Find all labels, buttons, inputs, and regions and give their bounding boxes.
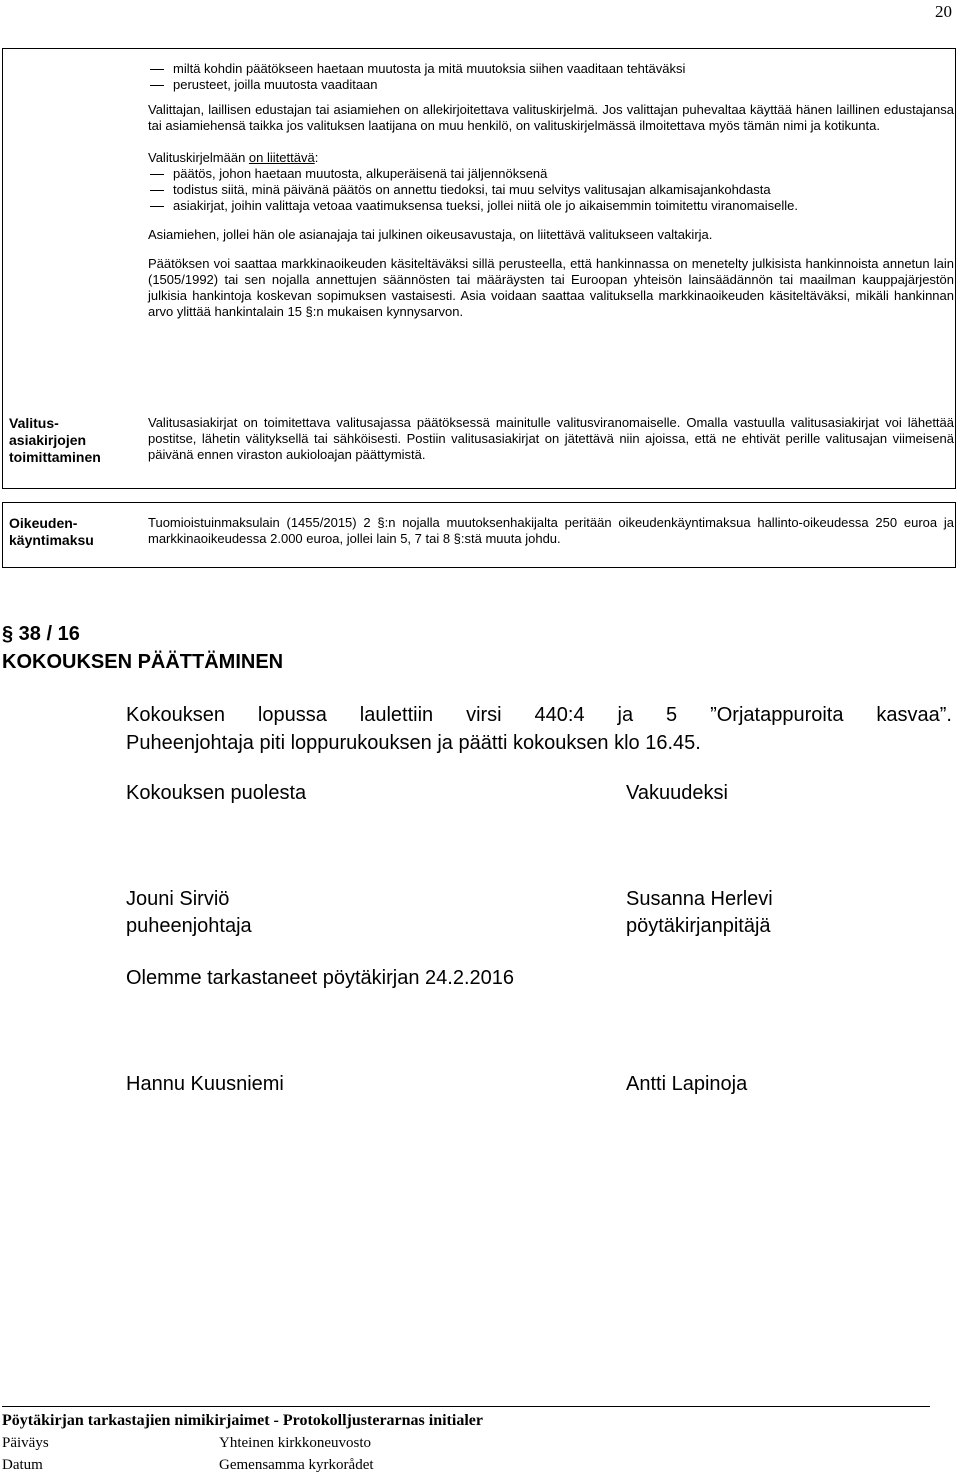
checker-2-name: Antti Lapinoja — [626, 1073, 748, 1095]
chair-name: Jouni Sirviö — [126, 888, 230, 910]
section-title: KOKOUKSEN PÄÄTTÄMINEN — [2, 651, 284, 673]
court-fee-label: Oikeuden- käyntimaksu — [9, 515, 94, 548]
section-number: § 38 / 16 — [2, 623, 80, 645]
footer-divider — [2, 1406, 930, 1407]
footer-initials-title: Pöytäkirjan tarkastajien nimikirjaimet - Protokolljusterarnas initialer — [2, 1412, 483, 1429]
market-court-paragraph: Päätöksen voi saattaa markkinaoikeuden käsiteltäväksi sillä perusteella, että hankinnassa on menetelty julkisista hankinnoista annetun lain (1505/1992) tai sen nojalla annettujen säännösten tai määräysten tai Euroopan yhteisön lainsäädännön tai maailman kauppajärjestön julkisia hankintoja koskevan sopimuksen vastaisesti. Asia voidaan saattaa valituksella markkinaoikeuden käsiteltäväksi, mikäli hankinnan arvo ylittää hankintalain 15 §:n mukaisen kynnysarvon. — [148, 256, 954, 319]
on-behalf-heading: Kokouksen puolesta — [126, 782, 307, 804]
appeal-content — [148, 61, 954, 320]
delivery-paragraph: Valitusasiakirjat on toimitettava valitusajassa päätöksessä mainitulle valitusviranomaiselle. Omalla vastuulla valitusasiakirjat voi lähettää postitse, lähetin välityksellä tai sähköisesti. Postiin valitusasiakirjat on jätettävä niin ajoissa, että ne ehtivät perille valitusajan viimeisenä päivänä ennen viraston aukioloajan päättymistä. — [148, 415, 954, 462]
secretary-role: pöytäkirjanpitäjä — [626, 915, 771, 937]
list-item: asiakirjat, joihin valittaja vetoaa vaatimuksensa tueksi, jollei niitä ole jo aikaisemmin toimitettu viranomaiselle. — [148, 198, 954, 214]
court-fee-text: Tuomioistuinmaksulain (1455/2015) 2 §:n nojalla muutoksenhakijalta peritään oikeudenkäyntimaksua hallinto-oikeudessa 250 euroa ja markkinaoikeudessa 2.000 euroa, jollei lain 5, 7 tai 8 §:stä muuta johdu. — [148, 515, 954, 546]
attachment-heading: Valituskirjelmään on liitettävä: — [148, 150, 319, 165]
footer-council-fi: Yhteinen kirkkoneuvosto — [219, 1435, 372, 1451]
checker-1-name: Hannu Kuusniemi — [126, 1073, 284, 1095]
closing-body-line1: Kokouksen lopussa laulettiin virsi 440:4 ja 5 ”Orjatappuroita kasvaa”. — [126, 704, 952, 726]
footer-date-fi: Päiväys — [2, 1435, 49, 1451]
page-number: 20 — [935, 2, 952, 21]
footer-council-sv: Gemensamma kyrkorådet — [219, 1457, 374, 1473]
closing-body-line2: Puheenjohtaja piti loppurukouksen ja päätti kokouksen klo 16.45. — [126, 732, 701, 754]
agent-paragraph: Asiamiehen, jollei hän ole asianajaja tai julkinen oikeusavustaja, on liitettävä valitukseen valtakirja. — [148, 227, 713, 242]
secretary-name: Susanna Herlevi — [626, 888, 773, 910]
list-item: todistus siitä, minä päivänä päätös on annettu tiedoksi, tai muu selvitys valitusajan alkamisajankohdasta — [148, 182, 954, 198]
chair-role: puheenjohtaja — [126, 915, 252, 937]
appeal-instructions-box — [2, 48, 956, 489]
footer-date-sv: Datum — [2, 1457, 43, 1473]
checked-statement: Olemme tarkastaneet pöytäkirjan 24.2.2016 — [126, 967, 514, 989]
list-item: miltä kohdin päätökseen haetaan muutosta ja mitä muutoksia siihen vaaditaan tehtäväksi — [148, 61, 954, 77]
signature-paragraph: Valittajan, laillisen edustajan tai asiamiehen on allekirjoitettava valituskirjelmä. Jos valittajan puhevaltaa käyttää hänen laillinen edustajansa tai asiamiehensä taikka jos valituksen laatijana on muu henkilö, on valituskirjelmässä ilmoitettava myös tämän nimi ja kotikunta. — [148, 102, 954, 133]
list-item: päätös, johon haetaan muutosta, alkuperäisenä tai jäljennöksenä — [148, 166, 954, 182]
attest-heading: Vakuudeksi — [626, 782, 728, 804]
court-fee-box — [2, 502, 956, 568]
delivery-label: Valitus- asiakirjojen toimittaminen — [9, 415, 101, 465]
list-item: perusteet, joilla muutosta vaaditaan — [148, 77, 954, 93]
